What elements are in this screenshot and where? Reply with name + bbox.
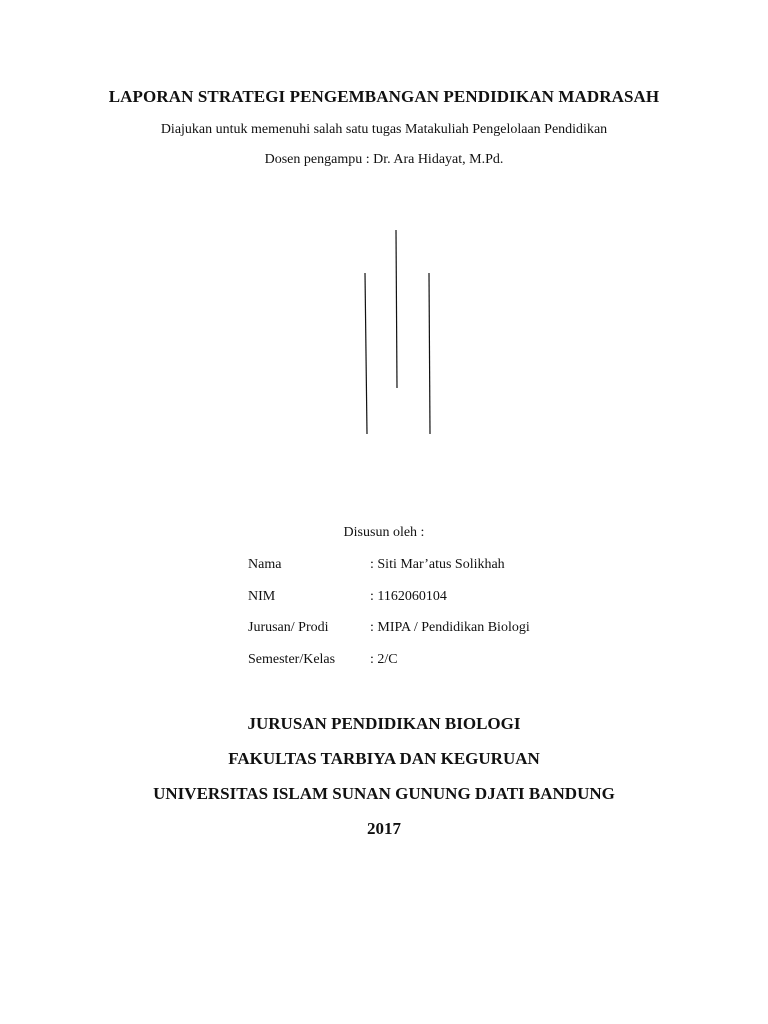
logo-left-line [365, 273, 367, 434]
author-value: : Siti Mar’atus Solikhah [370, 557, 505, 572]
logo-right-line [429, 273, 430, 434]
document-year: 2017 [367, 819, 401, 838]
author-label: Semester/Kelas [248, 652, 336, 667]
logo-center-line [396, 230, 397, 388]
author-value: : 2/C [370, 652, 398, 667]
author-value: : MIPA / Pendidikan Biologi [370, 620, 530, 635]
author-label: Jurusan/ Prodi [248, 620, 329, 635]
document-subtitle: Diajukan untuk memenuhi salah satu tugas Matakuliah Pengelolaan Pendidikan [160, 122, 608, 137]
author-heading: Disusun oleh : [343, 525, 425, 540]
lecturer-line: Dosen pengampu : Dr. Ara Hidayat, M.Pd. [264, 152, 504, 167]
department-name: JURUSAN PENDIDIKAN BIOLOGI [247, 714, 521, 733]
author-label: NIM [248, 589, 276, 604]
author-label: Nama [248, 557, 282, 572]
document-title: LAPORAN STRATEGI PENGEMBANGAN PENDIDIKAN MADRASAH [108, 87, 660, 106]
university-name: UNIVERSITAS ISLAM SUNAN GUNUNG DJATI BANDUNG [153, 784, 615, 803]
author-value: : 1162060104 [370, 589, 447, 604]
faculty-name: FAKULTAS TARBIYA DAN KEGURUAN [228, 749, 540, 768]
